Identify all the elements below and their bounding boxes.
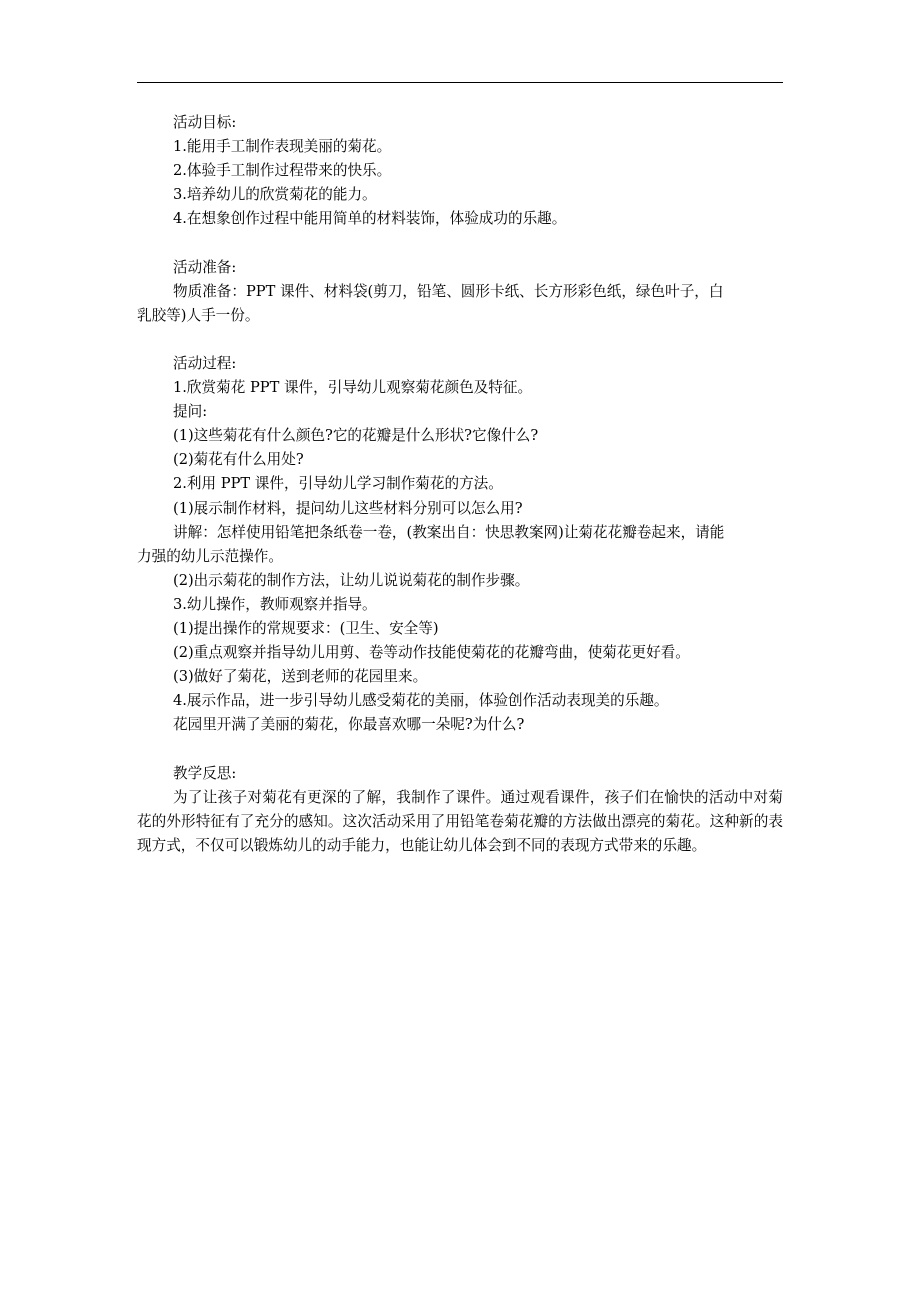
preparation-heading: 活动准备: xyxy=(173,258,237,276)
document-body xyxy=(137,111,783,858)
blank-line xyxy=(137,231,783,255)
process-line: 花园里开满了美丽的菊花，你最喜欢哪一朵呢?为什么? xyxy=(173,716,525,734)
process-line: (1)展示制作材料，提问幼儿这些材料分别可以怎么用? xyxy=(173,499,523,517)
reflection-heading: 教学反思: xyxy=(173,764,237,782)
explanation-line: 力强的幼儿示范操作。 xyxy=(137,547,283,565)
header-rule xyxy=(137,82,783,83)
goals-section xyxy=(137,111,783,231)
process-line: 4.展示作品，进一步引导幼儿感受菊花的美丽，体验创作活动表现美的乐趣。 xyxy=(173,692,669,710)
explanation-line: 讲解：怎样使用铅笔把条纸卷一卷，(教案出自：快思教案网)让菊花花瓣卷起来，请能 xyxy=(173,523,725,541)
reflection-paragraph: 为了让孩子对菊花有更深的了解，我制作了课件。通过观看课件，孩子们在愉快的活动中对菊花的外形特征有了充分的感知。这次活动采用了用铅笔卷菊花瓣的方法做出漂亮的菊花。这种新的表现方式，不仅可以锻炼幼儿的动手能力，也能让幼儿体会到不同的表现方式带来的乐趣。 xyxy=(137,788,783,854)
blank-line xyxy=(137,328,783,352)
process-line: 3.幼儿操作，教师观察并指导。 xyxy=(173,595,377,613)
reflection-section xyxy=(137,762,783,858)
goal-item: 4.在想象创作过程中能用简单的材料装饰，体验成功的乐趣。 xyxy=(173,210,567,228)
process-line: (2)出示菊花的制作方法，让幼儿说说菊花的制作步骤。 xyxy=(173,571,530,589)
process-line: 2.利用 PPT 课件，引导幼儿学习制作菊花的方法。 xyxy=(173,475,503,493)
process-heading: 活动过程: xyxy=(173,354,237,372)
process-line: (2)菊花有什么用处? xyxy=(173,451,304,469)
process-line: (1)提出操作的常规要求：(卫生、安全等) xyxy=(173,619,439,637)
goal-item: 2.体验手工制作过程带来的快乐。 xyxy=(173,162,392,180)
process-line: (1)这些菊花有什么颜色?它的花瓣是什么形状?它像什么? xyxy=(173,427,539,445)
process-section xyxy=(137,352,783,738)
process-line: (3)做好了菊花，送到老师的花园里来。 xyxy=(173,668,428,686)
goal-item: 1.能用手工制作表现美丽的菊花。 xyxy=(173,138,392,156)
process-line: 提问: xyxy=(173,403,208,421)
process-line: (2)重点观察并指导幼儿用剪、卷等动作技能使菊花的花瓣弯曲，使菊花更好看。 xyxy=(173,644,690,662)
preparation-section xyxy=(137,256,783,328)
process-line: 1.欣赏菊花 PPT 课件，引导幼儿观察菊花颜色及特征。 xyxy=(173,379,533,397)
blank-line xyxy=(137,737,783,761)
goals-heading: 活动目标: xyxy=(173,114,237,131)
material-preparation-line: 乳胶等)人手一份。 xyxy=(137,306,260,324)
material-preparation-line: 物质准备：PPT 课件、材料袋(剪刀，铅笔、圆形卡纸、长方形彩色纸，绿色叶子，白 xyxy=(173,282,724,300)
goal-item: 3.培养幼儿的欣赏菊花的能力。 xyxy=(173,186,377,204)
